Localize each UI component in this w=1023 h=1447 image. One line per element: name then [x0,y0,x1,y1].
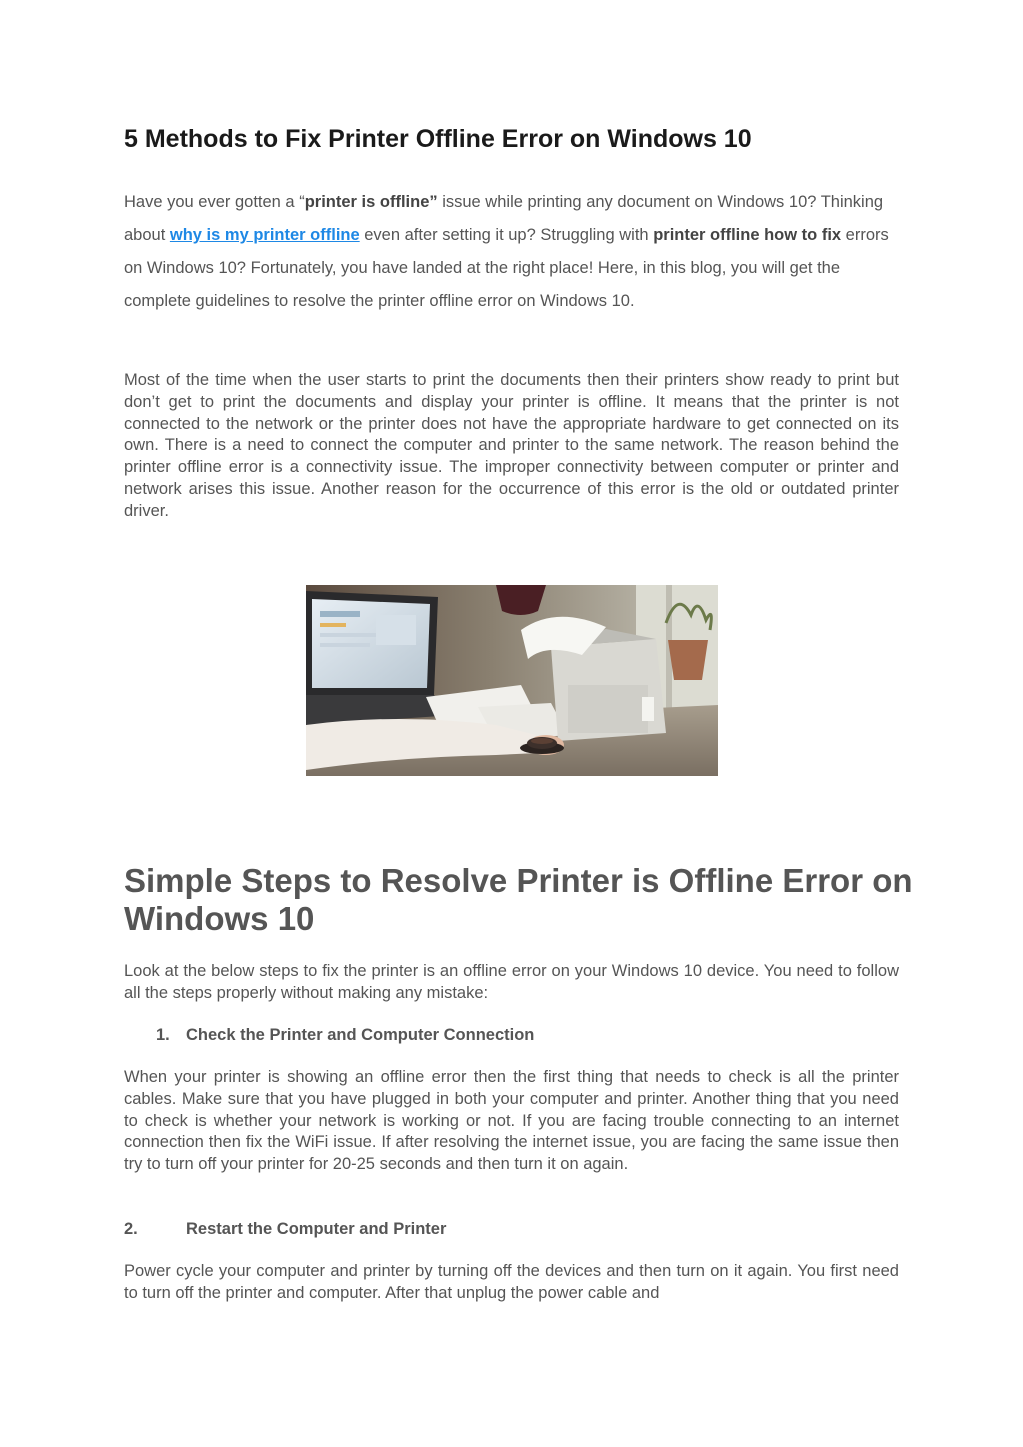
step-2-heading [124,1220,446,1239]
why-printer-offline-link[interactable]: why is my printer offline [169,226,360,244]
section-heading: Simple Steps to Resolve Printer is Offline Error on Windows 10 [124,862,913,937]
explanation-paragraph: Most of the time when the user starts to print the documents then their printers show ready to print but don’t get to print the documents and display your printer is offline. It means that the printer is not connected to the network or the printer does not have the appropriate hardware to get connected on its own. There is a need to connect the computer and printer to the same network. The reason behind the printer offline error is a connectivity issue. The improper connectivity between computer or printer and network arises this issue. Another reason for the occurrence of this error is the old or outdated printer driver. [124,371,899,520]
section-lead-paragraph: Look at the below steps to fix the printer is an offline error on your Windows 10 device. You need to follow all the steps properly without making any mistake: [124,962,899,1002]
step-1-paragraph: When your printer is showing an offline error then the first thing that needs to check is all the printer cables. Make sure that you have plugged in both your computer and printer. Another thing that you need to check is whether your network is working or not. If you are facing trouble connecting to an internet connection then fix the WiFi issue. If after resolving the internet issue, you are facing the same issue then try to turn off your printer for 20-25 seconds and then turn it on again. [124,1068,899,1174]
intro-text-3: even after setting it up? Struggling with [359,226,654,244]
step-1-heading [156,1026,534,1045]
step-1-title: Check the Printer and Computer Connection [186,1026,535,1044]
step-2-paragraph: Power cycle your computer and printer by turning off the devices and then turn on it again. You first need to turn off the printer and computer. After that unplug the power cable and [124,1262,899,1302]
intro-paragraph [124,186,899,318]
intro-bold-printer-offline: printer is offline” [304,193,438,211]
intro-bold-how-to-fix: printer offline how to fix [653,226,842,244]
intro-text-4: errors on Windows 10? Fortunately, you have landed at the right place! Here, in this blog, you will get the complete guidelines to resolve the printer offline error on Windows 10. [124,226,889,310]
step-1-number: 1. [156,1026,170,1044]
page-title: 5 Methods to Fix Printer Offline Error on Windows 10 [124,125,752,153]
step-2-number: 2. [124,1220,138,1238]
printer-laptop-photo [306,585,718,776]
intro-text-2: issue while printing any document on Windows 10? Thinking about [124,193,884,244]
intro-text-1: Have you ever gotten a “ [124,193,305,211]
step-2-title: Restart the Computer and Printer [186,1220,447,1238]
